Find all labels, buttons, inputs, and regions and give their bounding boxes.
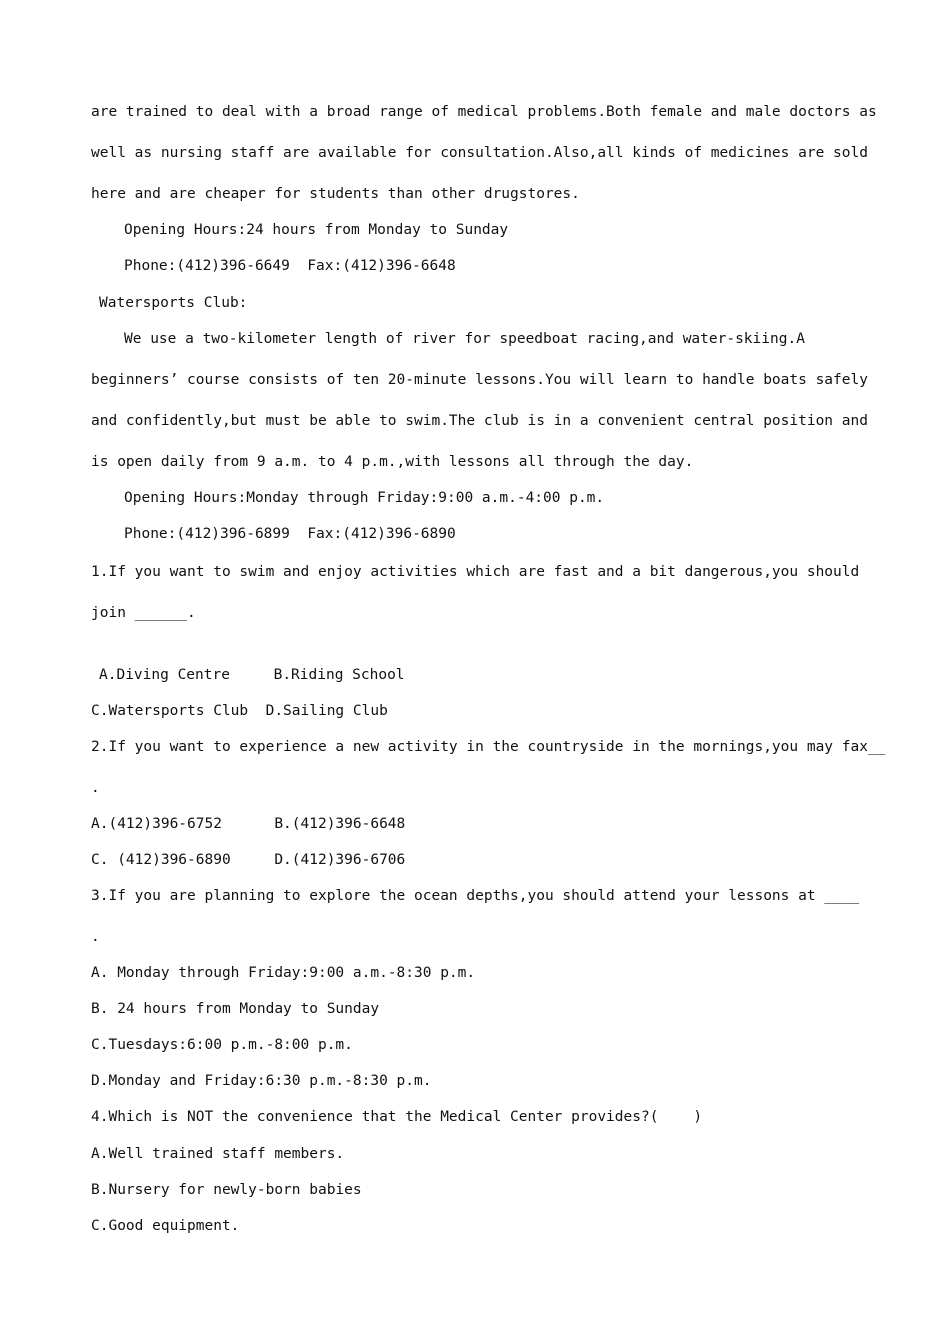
watersports-paragraph-line: and confidently,but must be able to swim.The club is in a convenient central position and <box>91 413 868 429</box>
question-2-option: A.(412)396-6752 B.(412)396-6648 <box>91 816 406 832</box>
question-4-stem: 4.Which is NOT the convenience that the Medical Center provides?( ) <box>91 1109 703 1125</box>
medical-opening-hours: Opening Hours:24 hours from Monday to Sunday <box>124 222 509 238</box>
watersports-paragraph-line: is open daily from 9 a.m. to 4 p.m.,with lessons all through the day. <box>91 454 694 470</box>
medical-contact: Phone:(412)396-6649 Fax:(412)396-6648 <box>124 258 456 274</box>
question-4-option: A.Well trained staff members. <box>91 1146 345 1162</box>
question-4-option: C.Good equipment. <box>91 1218 240 1234</box>
watersports-paragraph-line: We use a two-kilometer length of river for speedboat racing,and water-skiing.A <box>124 331 805 347</box>
question-1-option: A.Diving Centre B.Riding School <box>99 667 405 683</box>
question-3-option: C.Tuesdays:6:00 p.m.-8:00 p.m. <box>91 1037 353 1053</box>
question-3-option: B. 24 hours from Monday to Sunday <box>91 1001 380 1017</box>
watersports-title: Watersports Club: <box>99 295 248 311</box>
medical-paragraph-line: well as nursing staff are available for consultation.Also,all kinds of medicines are sold <box>91 145 868 161</box>
question-4-option: B.Nursery for newly-born babies <box>91 1182 362 1198</box>
question-3-stem: 3.If you are planning to explore the ocean depths,you should attend your lessons at ____ <box>91 888 860 904</box>
question-1-stem: join ______. <box>91 605 196 621</box>
question-1-option: C.Watersports Club D.Sailing Club <box>91 703 388 719</box>
medical-paragraph-line: here and are cheaper for students than other drugstores. <box>91 186 580 202</box>
question-2-stem: . <box>91 780 100 796</box>
watersports-contact: Phone:(412)396-6899 Fax:(412)396-6890 <box>124 526 456 542</box>
question-3-option: A. Monday through Friday:9:00 a.m.-8:30 p.m. <box>91 965 476 981</box>
watersports-paragraph-line: beginners’ course consists of ten 20-minute lessons.You will learn to handle boats safely <box>91 372 868 388</box>
watersports-opening-hours: Opening Hours:Monday through Friday:9:00 a.m.-4:00 p.m. <box>124 490 605 506</box>
question-2-option: C. (412)396-6890 D.(412)396-6706 <box>91 852 406 868</box>
medical-paragraph-line: are trained to deal with a broad range of medical problems.Both female and male doctors as <box>91 104 877 120</box>
question-2-stem: 2.If you want to experience a new activity in the countryside in the mornings,you may fax__ <box>91 739 886 755</box>
question-3-stem: . <box>91 929 100 945</box>
question-3-option: D.Monday and Friday:6:30 p.m.-8:30 p.m. <box>91 1073 432 1089</box>
question-1-stem: 1.If you want to swim and enjoy activities which are fast and a bit dangerous,you should <box>91 564 860 580</box>
